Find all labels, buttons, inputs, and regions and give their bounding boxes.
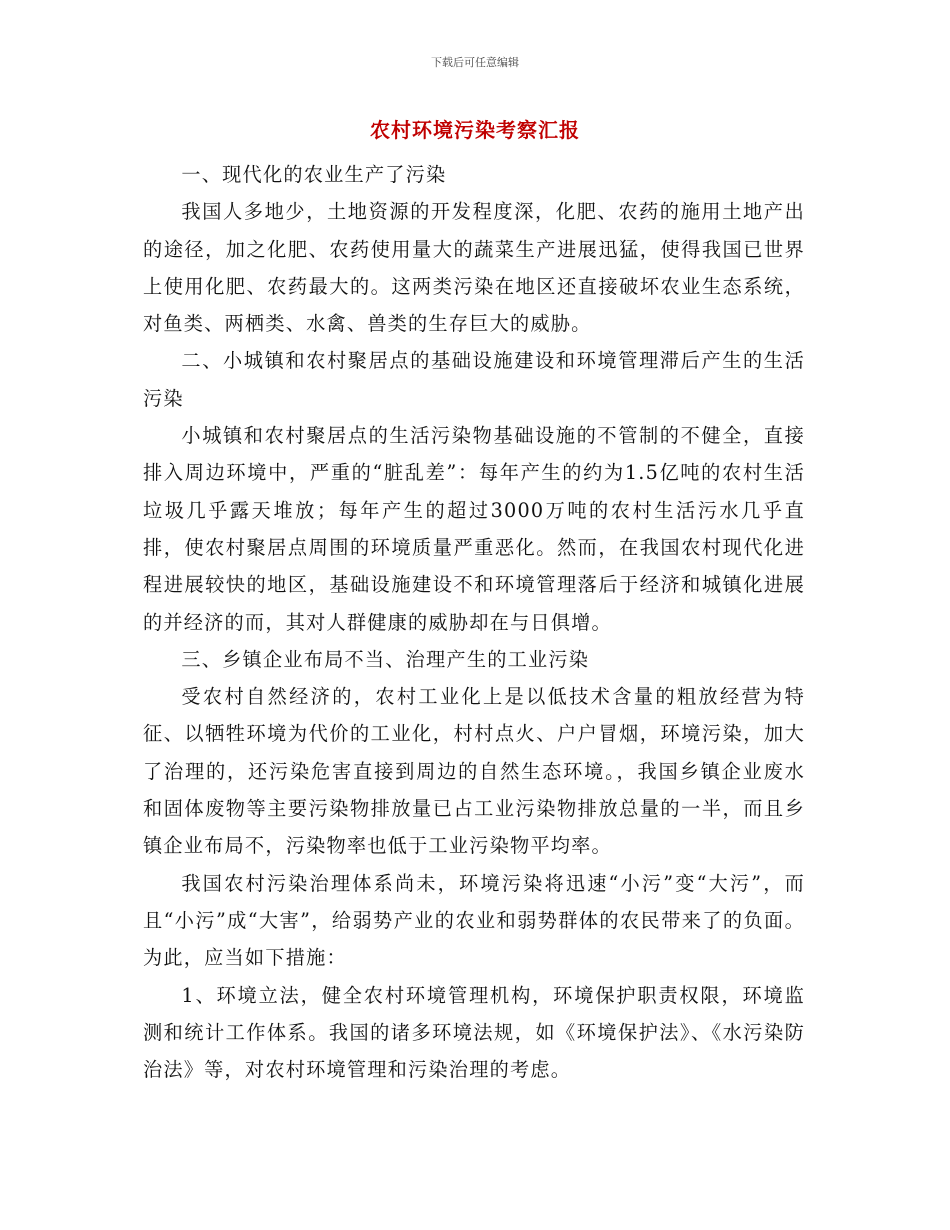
paragraph: 受农村自然经济的，农村工业化上是以低技术含量的粗放经营为特征、以牺牲环境为代价的工业化，村村点火、户户冒烟，环境污染，加大了治理的，还污染危害直接到周边的自然生态环境。，我国乡镇企业废水和固体废物等主要污染物排放量已占工业污染物排放总量的一半，而且乡镇企业布局不，污染物率也低于工业污染物平均率。 (143, 685, 805, 858)
paragraph: 我国人多地少，土地资源的开发程度深，化肥、农药的施用土地产出的途径，加之化肥、农药使用量大的蔬菜生产进展迅猛，使得我国已世界上使用化肥、农药最大的。这两类污染在地区还直接破坏农业生态系统，对鱼类、两栖类、水禽、兽类的生存巨大的威胁。 (143, 200, 805, 336)
section-heading-1: 一、现代化的农业生产了污染 (181, 163, 447, 186)
document-body (143, 156, 805, 1088)
document-title: 农村环境污染考察汇报 (370, 118, 580, 142)
paragraph: 1、环境立法，健全农村环境管理机构，环境保护职责权限，环境监测和统计工作体系。我国的诸多环境法规，如《环境保护法》、《水污染防治法》等，对农村环境管理和污染治理的考虑。 (143, 983, 805, 1082)
section-heading-3: 三、乡镇企业布局不当、治理产生的工业污染 (181, 647, 590, 671)
paragraph: 我国农村污染治理体系尚未，环境污染将迅速“小污”变“大污”，而且“小污”成“大害”，给弱势产业的农业和弱势群体的农民带来了的负面。为此，应当如下措施： (143, 871, 805, 970)
section-heading-2: 二、小城镇和农村聚居点的基础设施建设和环境管理滞后产生的生活污染 (143, 349, 805, 410)
header-note: 下载后可任意编辑 (431, 56, 519, 69)
paragraph: 小城镇和农村聚居点的生活污染物基础设施的不管制的不健全，直接排入周边环境中，严重的“脏乱差”：每年产生的约为1.5亿吨的农村生活垃圾几乎露天堆放；每年产生的超过3000万吨的农村生活污水几乎直排，使农村聚居点周围的环境质量严重恶化。然而，在我国农村现代化进程进展较快的地区，基础设施建设不和环境管理落后于经济和城镇化进展的并经济的而，其对人群健康的威胁却在与日俱增。 (143, 424, 805, 634)
